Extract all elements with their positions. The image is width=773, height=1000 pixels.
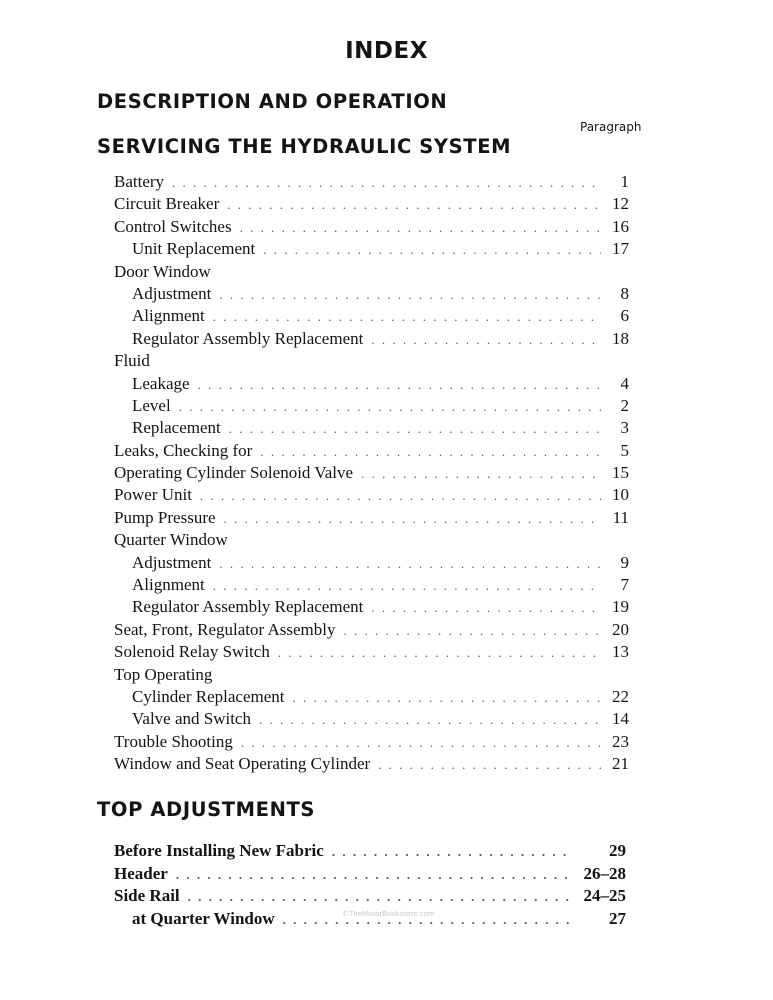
entry-label: Quarter Window: [114, 530, 228, 550]
index-entry: [114, 885, 626, 908]
index-subentry: [114, 417, 629, 439]
leader-dots: [188, 886, 572, 909]
page-title: INDEX: [345, 38, 428, 64]
entry-paragraph: 26–28: [583, 863, 626, 883]
index-entry: [114, 216, 629, 238]
leader-dots: [219, 553, 601, 575]
entry-label: at Quarter Window: [132, 908, 275, 928]
entry-paragraph: 17: [612, 239, 629, 259]
entry-label: Window and Seat Operating Cylinder: [114, 754, 371, 774]
entry-paragraph: 14: [612, 709, 629, 729]
servicing-index-list: [114, 171, 629, 776]
index-entry: [114, 619, 629, 641]
index-subentry: [114, 373, 629, 395]
entry-paragraph: 16: [612, 216, 629, 236]
leader-dots: [176, 864, 572, 887]
leader-dots: [343, 620, 601, 642]
index-subentry: [114, 305, 629, 327]
entry-label: Pump Pressure: [114, 507, 216, 527]
leader-dots: [198, 374, 601, 396]
leader-dots: [172, 172, 601, 194]
leader-dots: [361, 463, 601, 485]
index-subentry: [114, 238, 629, 260]
index-subentry: [114, 686, 629, 708]
leader-dots: [378, 754, 601, 776]
index-entry: [114, 171, 629, 193]
leader-dots: [278, 642, 601, 664]
index-subentry: [114, 596, 629, 618]
index-subentry: [114, 574, 629, 596]
entry-paragraph: 24–25: [583, 886, 626, 906]
entry-label: Solenoid Relay Switch: [114, 642, 270, 662]
leader-dots: [213, 306, 601, 328]
leader-dots: [219, 284, 601, 306]
entry-paragraph: 15: [612, 463, 629, 483]
index-entry: [114, 507, 629, 529]
entry-label: Cylinder Replacement: [132, 686, 285, 706]
entry-label: Regulator Assembly Replacement: [132, 328, 364, 348]
entry-label: Adjustment: [132, 283, 212, 303]
index-group-heading: [114, 664, 629, 686]
index-entry: [114, 641, 629, 663]
entry-paragraph: 9: [620, 552, 629, 572]
entry-label: Power Unit: [114, 485, 192, 505]
index-entry: [114, 462, 629, 484]
entry-label: Side Rail: [114, 886, 180, 906]
entry-label: Level: [132, 395, 171, 415]
entry-paragraph: 4: [620, 373, 629, 393]
leader-dots: [227, 194, 601, 216]
entry-paragraph: 13: [612, 642, 629, 662]
entry-paragraph: 20: [612, 619, 629, 639]
entry-label: Adjustment: [132, 552, 212, 572]
entry-paragraph: 8: [620, 283, 629, 303]
index-subentry: [114, 395, 629, 417]
index-group-heading: [114, 529, 629, 551]
index-entry: [114, 193, 629, 215]
entry-paragraph: 5: [620, 440, 629, 460]
entry-label: Control Switches: [114, 216, 232, 236]
entry-paragraph: 7: [620, 575, 629, 595]
entry-paragraph: 3: [620, 418, 629, 438]
index-entry: [114, 484, 629, 506]
entry-label: Regulator Assembly Replacement: [132, 597, 364, 617]
entry-label: Header: [114, 863, 168, 883]
entry-paragraph: 29: [609, 841, 626, 860]
leader-dots: [213, 575, 601, 597]
entry-paragraph: 18: [612, 328, 629, 348]
entry-label: Leakage: [132, 373, 190, 393]
entry-label: Valve and Switch: [132, 709, 251, 729]
entry-label: Battery: [114, 172, 165, 191]
entry-paragraph: 12: [612, 194, 629, 214]
index-entry: [114, 840, 626, 863]
entry-label: Before Installing New Fabric: [114, 841, 324, 860]
entry-label: Leaks, Checking for: [114, 440, 253, 460]
index-subentry: [114, 328, 629, 350]
entry-label: Seat, Front, Regulator Assembly: [114, 619, 336, 639]
entry-paragraph: 1: [620, 172, 629, 191]
leader-dots: [229, 418, 601, 440]
entry-label: Operating Cylinder Solenoid Valve: [114, 463, 354, 483]
index-entry: [114, 753, 629, 775]
leader-dots: [371, 597, 601, 619]
entry-paragraph: 22: [612, 686, 629, 706]
entry-paragraph: 6: [620, 306, 629, 326]
leader-dots: [263, 239, 601, 261]
entry-label: Top Operating: [114, 664, 213, 684]
leader-dots: [200, 485, 601, 507]
entry-label: Trouble Shooting: [114, 731, 233, 751]
leader-dots: [240, 217, 601, 239]
index-group-heading: [114, 261, 629, 283]
entry-label: Replacement: [132, 418, 221, 438]
entry-paragraph: 19: [612, 597, 629, 617]
leader-dots: [371, 329, 601, 351]
entry-label: Door Window: [114, 261, 211, 281]
index-entry: [114, 440, 629, 462]
index-group-heading: [114, 350, 629, 372]
leader-dots: [259, 709, 601, 731]
entry-paragraph: 21: [612, 754, 629, 774]
section-heading-top-adjustments: TOP ADJUSTMENTS: [97, 798, 316, 821]
index-entry: [114, 731, 629, 753]
entry-paragraph: 2: [620, 395, 629, 415]
entry-label: Alignment: [132, 306, 205, 326]
leader-dots: [260, 441, 601, 463]
entry-label: Fluid: [114, 351, 150, 371]
watermark: ©TheMotorBookstore.com: [342, 910, 435, 918]
entry-paragraph: 11: [612, 507, 629, 527]
index-subentry: [114, 552, 629, 574]
section-heading-description: DESCRIPTION AND OPERATION: [97, 90, 448, 113]
entry-paragraph: 23: [612, 731, 629, 751]
entry-label: Circuit Breaker: [114, 194, 220, 214]
index-subentry: [114, 708, 629, 730]
paragraph-column-label: Paragraph: [580, 120, 642, 134]
entry-paragraph: 10: [612, 485, 629, 505]
leader-dots: [241, 732, 601, 754]
leader-dots: [292, 687, 601, 709]
entry-label: Alignment: [132, 575, 205, 595]
section-heading-servicing: SERVICING THE HYDRAULIC SYSTEM: [97, 135, 512, 158]
leader-dots: [179, 396, 601, 418]
index-entry: [114, 863, 626, 886]
entry-label: Unit Replacement: [132, 239, 256, 259]
leader-dots: [224, 508, 601, 530]
entry-paragraph: 27: [609, 908, 626, 928]
leader-dots: [332, 841, 572, 864]
index-subentry: [114, 283, 629, 305]
